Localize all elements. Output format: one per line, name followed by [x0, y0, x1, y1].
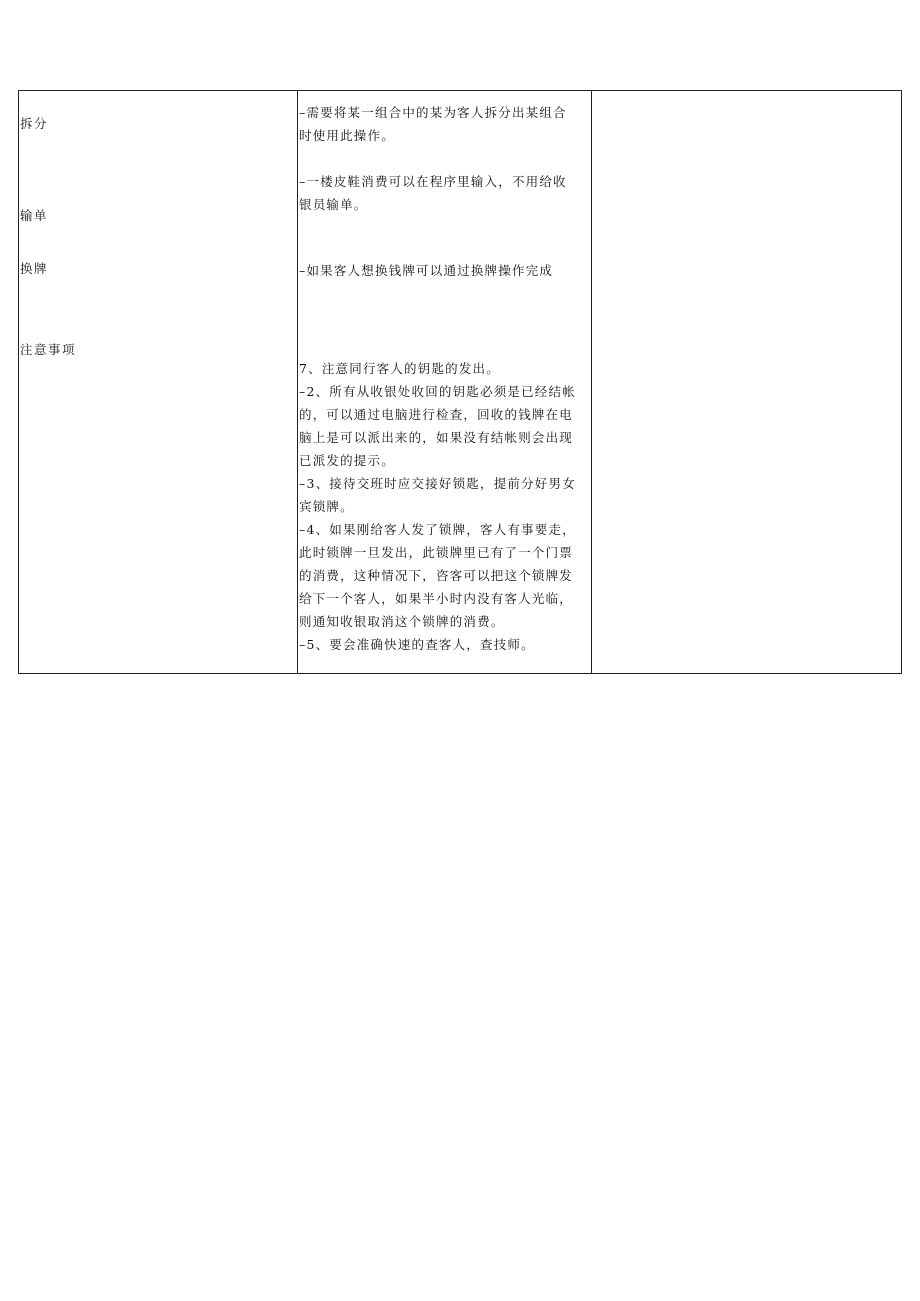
label-change-tag: 换牌: [20, 261, 49, 276]
note-4-line-2: 此时锁牌一旦发出，此锁牌里已有了一个门票: [299, 545, 574, 560]
change-tag-description: [299, 259, 591, 282]
notes-list: [299, 357, 591, 656]
label-notes: 注意事项: [20, 342, 77, 357]
note-4-line-5: 则通知收银取消这个锁牌的消费。: [299, 614, 505, 629]
split-line-2: 时使用此操作。: [299, 128, 395, 143]
input-line-1: –一楼皮鞋消费可以在程序里输入，不用给收: [299, 174, 567, 189]
note-4-line-3: 的消费，这种情况下，咨客可以把这个锁牌发: [299, 568, 574, 583]
label-input-order: 输单: [20, 208, 49, 223]
note-3-line-2: 宾锁牌。: [299, 499, 354, 514]
note-4-line-4: 给下一个客人，如果半小时内没有客人光临，: [299, 591, 574, 606]
split-description: [299, 101, 591, 147]
column-divider-2: [591, 90, 592, 674]
input-line-2: 银员输单。: [299, 197, 368, 212]
note-4-line-1: –4、如果刚给客人发了锁牌，客人有事要走，: [299, 522, 576, 537]
note-2-line-1: –2、所有从收银处收回的钥匙必须是已经结帐: [299, 384, 576, 399]
note-2-line-3: 脑上是可以派出来的，如果没有结帐则会出现: [299, 430, 574, 445]
note-1: 7、注意同行客人的钥匙的发出。: [299, 361, 500, 376]
note-2-line-2: 的，可以通过电脑进行检查，回收的钱牌在电: [299, 407, 574, 422]
note-5: –5、要会准确快速的查客人，查技师。: [299, 637, 535, 652]
column-divider-1: [297, 90, 298, 674]
split-line-1: –需要将某一组合中的某为客人拆分出某组合: [299, 105, 567, 120]
input-order-description: [299, 170, 591, 216]
label-split: 拆分: [20, 116, 49, 131]
change-line-1: –如果客人想换钱牌可以通过换牌操作完成: [299, 263, 554, 278]
note-2-line-4: 已派发的提示。: [299, 453, 395, 468]
note-3-line-1: –3、接待交班时应交接好锁匙，提前分好男女: [299, 476, 576, 491]
